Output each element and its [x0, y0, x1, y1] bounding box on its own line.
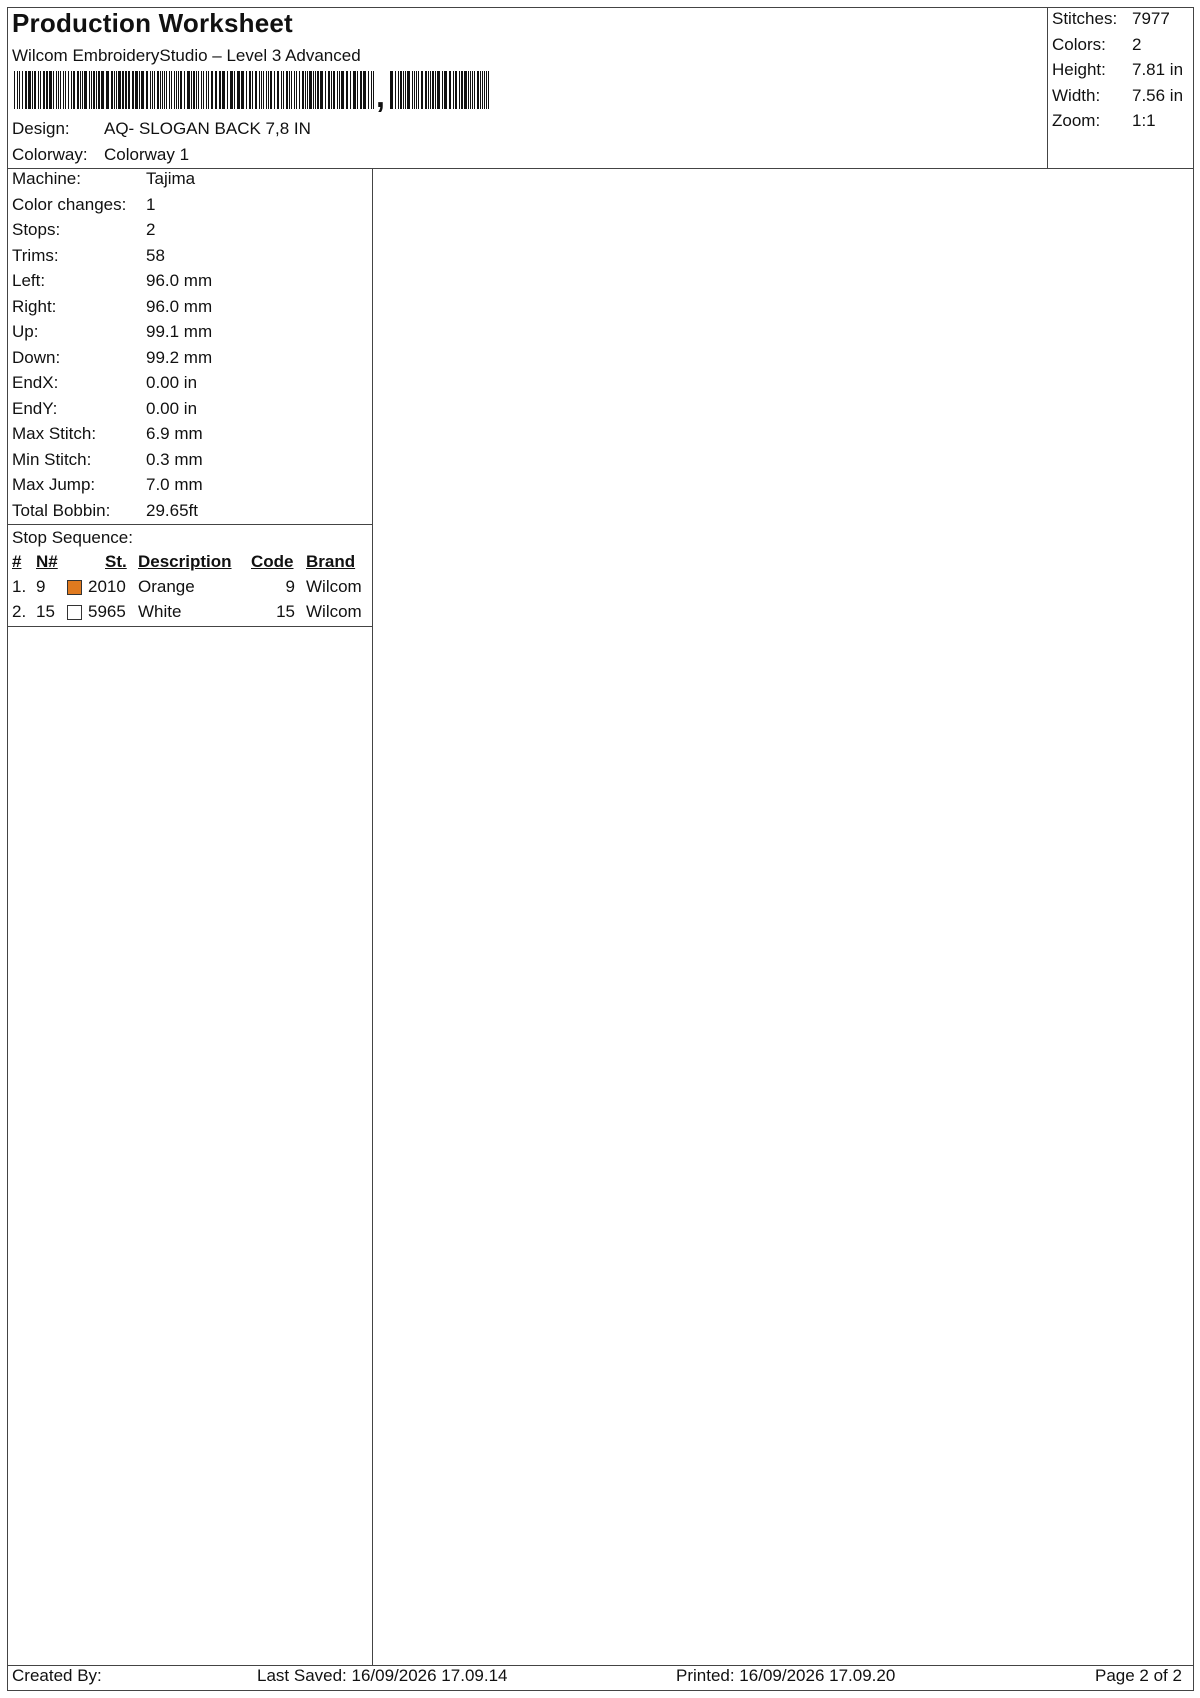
- barcode-bar: [118, 71, 121, 109]
- barcode-bar: [58, 71, 59, 109]
- barcode-bar: [106, 71, 109, 109]
- header-n: N#: [36, 552, 58, 571]
- barcode-bar: [309, 71, 312, 109]
- barcode-bar: [246, 71, 247, 109]
- barcode-bar: [468, 71, 469, 109]
- barcode-bar: [472, 71, 473, 109]
- barcode-bar: [211, 71, 213, 109]
- header-code: Code: [251, 552, 294, 571]
- stat-width: Width: 7.56 in: [1052, 85, 1184, 105]
- barcode-bar: [414, 71, 415, 109]
- barcode-bar: [339, 71, 340, 109]
- barcode-bar: [331, 71, 332, 109]
- barcode-bar: [337, 71, 338, 109]
- barcode-bar: [442, 71, 443, 109]
- info-row-min-stitch: Min Stitch: 0.3 mm: [12, 449, 203, 469]
- color-swatch: [67, 605, 82, 620]
- header-num: #: [12, 552, 22, 571]
- barcode-bar: [89, 71, 90, 109]
- barcode-bar: [203, 71, 204, 109]
- barcode-bar: [317, 71, 319, 109]
- barcode-bar: [65, 71, 66, 109]
- barcode-bar: [230, 71, 233, 109]
- barcode-bar: [464, 71, 467, 109]
- barcode-bar: [486, 71, 487, 109]
- barcode-bar: [400, 71, 402, 109]
- barcode-bar: [166, 71, 167, 109]
- barcode-bar: [249, 71, 251, 109]
- header-description: Description: [138, 552, 232, 571]
- info-row-color-changes: Color changes: 1: [12, 194, 156, 214]
- footer-printed: Printed: 16/09/2026 17.09.20: [676, 1666, 896, 1685]
- stat-zoom: Zoom: 1:1: [1052, 111, 1156, 130]
- info-row-max-stitch: Max Stitch: 6.9 mm: [12, 424, 203, 443]
- info-row-up: Up: 99.1 mm: [12, 322, 213, 341]
- barcode-bar: [474, 71, 475, 109]
- barcode-bar: [432, 71, 434, 109]
- barcode-bar: [93, 71, 95, 109]
- info-row-left: Left: 96.0 mm: [12, 271, 213, 290]
- barcode-bar: [325, 71, 326, 109]
- barcode-bar: [43, 71, 45, 109]
- barcode-bar: [227, 71, 228, 109]
- barcode-bar: [270, 71, 272, 109]
- barcode-bar: [22, 71, 23, 109]
- barcode-bar: [398, 71, 399, 109]
- barcode-bar: [193, 71, 195, 109]
- barcode-bar: [283, 71, 284, 109]
- barcode-comma: ,: [376, 78, 385, 114]
- info-row-right: Right: 96.0 mm: [12, 296, 213, 316]
- barcode-bar: [125, 71, 127, 109]
- barcode-bar: [453, 71, 454, 109]
- barcode-bar: [198, 71, 199, 109]
- barcode-bar: [449, 71, 451, 109]
- header-brand: Brand: [306, 552, 356, 571]
- barcode-bar: [259, 71, 260, 109]
- barcode-bar: [132, 71, 134, 109]
- barcode-bar: [268, 71, 269, 109]
- barcode-bar: [390, 71, 393, 109]
- barcode-bar: [114, 71, 115, 109]
- barcode-bar: [488, 71, 489, 109]
- barcode-bar: [416, 71, 417, 109]
- barcode-bar: [91, 71, 92, 109]
- barcode-bar: [63, 71, 64, 109]
- footer-page-number: Page 2 of 2: [1095, 1666, 1182, 1685]
- barcode-bar: [150, 71, 151, 109]
- barcode-bar: [73, 71, 75, 109]
- barcode-bar: [201, 71, 202, 109]
- barcode-bar: [60, 71, 61, 109]
- design-row: [12, 119, 311, 139]
- colorway-value: Colorway 1: [104, 145, 190, 164]
- barcode-bar: [176, 71, 177, 109]
- barcode-bar: [277, 71, 279, 109]
- barcode-bar: [296, 71, 297, 109]
- barcode-bar: [313, 71, 314, 109]
- barcode-bar: [353, 71, 356, 109]
- barcode-bar: [437, 71, 440, 109]
- table-row: 1. 9 2010 Orange 9 Wilcom: [12, 577, 362, 596]
- page-title: Production Worksheet: [12, 8, 293, 38]
- barcode-bar: [77, 71, 79, 109]
- barcode-bar: [307, 71, 308, 109]
- barcode-bar: [80, 71, 81, 109]
- barcode-bar: [139, 71, 140, 109]
- barcode-bar: [294, 71, 295, 109]
- barcode-bar: [357, 71, 358, 109]
- barcode-bar: [255, 71, 257, 109]
- stat-stitches: Stitches: 7977: [1052, 9, 1170, 28]
- info-row-stops: Stops: 2: [12, 220, 156, 239]
- barcode-bar: [407, 71, 410, 109]
- barcode-bar: [373, 71, 374, 109]
- barcode-bar: [191, 71, 192, 109]
- barcode-bar: [164, 71, 165, 109]
- barcode-bar: [263, 71, 264, 109]
- footer-last-saved: Last Saved: 16/09/2026 17.09.14: [257, 1666, 508, 1685]
- barcode-bar: [101, 71, 104, 109]
- barcode-bar: [461, 71, 463, 109]
- barcode-bar: [346, 71, 348, 109]
- barcode-bar: [371, 71, 372, 109]
- barcode-bar: [341, 71, 344, 109]
- barcode-bar: [363, 71, 366, 109]
- info-row-machine: Machine: Tajima: [12, 169, 196, 188]
- barcode-bar: [82, 71, 83, 109]
- barcode-bar: [28, 71, 31, 109]
- barcode-bar: [96, 71, 97, 109]
- design-stats: [1052, 9, 1184, 137]
- barcode-bar: [395, 71, 396, 109]
- info-row-endx: EndX: 0.00 in: [12, 373, 198, 392]
- barcode-bar: [34, 71, 36, 109]
- barcode-bar: [19, 71, 20, 109]
- barcode-bar: [49, 71, 52, 109]
- barcode-bar: [425, 71, 427, 109]
- barcode-bar: [291, 71, 292, 109]
- barcode-bar: [241, 71, 244, 109]
- barcode-bar: [470, 71, 471, 109]
- barcode-bar: [174, 71, 175, 109]
- barcode-bar: [178, 71, 179, 109]
- barcode-bar: [111, 71, 113, 109]
- barcode-bar: [305, 71, 306, 109]
- barcode-bar: [302, 71, 304, 109]
- design-label: Design:: [12, 119, 70, 138]
- barcode-bar: [430, 71, 431, 109]
- barcode-bar: [68, 71, 69, 109]
- stop-sequence-table: [12, 552, 372, 627]
- barcode-bar: [405, 71, 406, 109]
- table-row: 2. 15 5965 White 15 Wilcom: [12, 602, 362, 621]
- barcode-bar: [171, 71, 172, 109]
- info-row-total-bobbin: Total Bobbin: 29.65ft: [12, 500, 198, 520]
- barcode-bar: [122, 71, 124, 109]
- barcode-bar: [38, 71, 39, 109]
- barcode-bar: [289, 71, 290, 109]
- barcode-bar: [71, 71, 72, 109]
- software-name: Wilcom EmbroideryStudio – Level 3 Advanced: [12, 46, 361, 65]
- info-row-trims: Trims: 58: [12, 245, 165, 265]
- barcode-bar: [315, 71, 316, 109]
- barcode-bar: [237, 71, 240, 109]
- barcode-bar: [206, 71, 207, 109]
- barcode-bar: [368, 71, 369, 109]
- barcode-bar: [135, 71, 138, 109]
- design-preview-area: [373, 169, 1193, 1665]
- barcode-bar: [274, 71, 275, 109]
- barcode-bar: [46, 71, 48, 109]
- barcode-bar: [160, 71, 161, 109]
- colorway-label: Colorway:: [12, 145, 88, 164]
- barcode-bar: [116, 71, 117, 109]
- barcode-bar: [261, 71, 262, 109]
- barcode-bar: [157, 71, 159, 109]
- barcode-bar: [421, 71, 423, 109]
- barcode-bar: [40, 71, 41, 109]
- machine-info: [12, 169, 372, 526]
- barcode-bar: [480, 71, 481, 109]
- barcode-bar: [412, 71, 413, 109]
- stat-colors: Colors: 2: [1052, 34, 1142, 54]
- barcode-bar: [286, 71, 288, 109]
- barcode-bar: [477, 71, 479, 109]
- stop-sequence-label: Stop Sequence:: [12, 528, 133, 547]
- colorway-row: [12, 145, 190, 165]
- barcode: [14, 71, 489, 109]
- barcode-bar: [84, 71, 87, 109]
- barcode-bar: [299, 71, 300, 109]
- barcode-bar: [281, 71, 282, 109]
- barcode-bar: [32, 71, 33, 109]
- design-value: AQ- SLOGAN BACK 7,8 IN: [104, 119, 311, 138]
- header-st: St.: [105, 552, 127, 571]
- barcode-bar: [53, 71, 54, 109]
- stats-divider: [1047, 7, 1048, 168]
- barcode-bar: [328, 71, 330, 109]
- barcode-bar: [17, 71, 18, 109]
- info-row-max-jump: Max Jump: 7.0 mm: [12, 475, 203, 494]
- barcode-bar: [187, 71, 190, 109]
- barcode-bar: [234, 71, 235, 109]
- barcode-bar: [320, 71, 323, 109]
- barcode-bar: [350, 71, 351, 109]
- barcode-bar: [418, 71, 419, 109]
- barcode-bar: [14, 71, 15, 109]
- barcode-bar: [360, 71, 362, 109]
- barcode-bar: [222, 71, 225, 109]
- barcode-bar: [162, 71, 163, 109]
- barcode-bar: [169, 71, 170, 109]
- barcode-bar: [219, 71, 221, 109]
- barcode-bar: [180, 71, 182, 109]
- barcode-bar: [25, 71, 27, 109]
- info-row-endy: EndY: 0.00 in: [12, 398, 198, 418]
- info-row-down: Down: 99.2 mm: [12, 347, 213, 367]
- barcode-bar: [184, 71, 185, 109]
- barcode-bar: [196, 71, 197, 109]
- stat-height: Height: 7.81 in: [1052, 60, 1184, 79]
- barcode-image: [14, 71, 489, 109]
- barcode-bar: [435, 71, 436, 109]
- barcode-bar: [266, 71, 267, 109]
- barcode-bar: [215, 71, 217, 109]
- barcode-bar: [403, 71, 404, 109]
- barcode-bar: [252, 71, 253, 109]
- barcode-bar: [146, 71, 148, 109]
- barcode-bar: [333, 71, 335, 109]
- footer-created-by: Created By:: [12, 1666, 102, 1685]
- barcode-bar: [444, 71, 447, 109]
- barcode-bar: [141, 71, 144, 109]
- color-swatch: [67, 580, 82, 595]
- barcode-bar: [482, 71, 483, 109]
- barcode-bar: [428, 71, 429, 109]
- barcode-bar: [154, 71, 155, 109]
- barcode-bar: [484, 71, 485, 109]
- barcode-bar: [128, 71, 130, 109]
- barcode-bar: [56, 71, 57, 109]
- barcode-bar: [152, 71, 153, 109]
- barcode-bar: [459, 71, 460, 109]
- barcode-bar: [98, 71, 100, 109]
- barcode-bar: [208, 71, 209, 109]
- footer-divider: [7, 1665, 1194, 1666]
- stop-table-header: [12, 552, 372, 577]
- barcode-bar: [455, 71, 457, 109]
